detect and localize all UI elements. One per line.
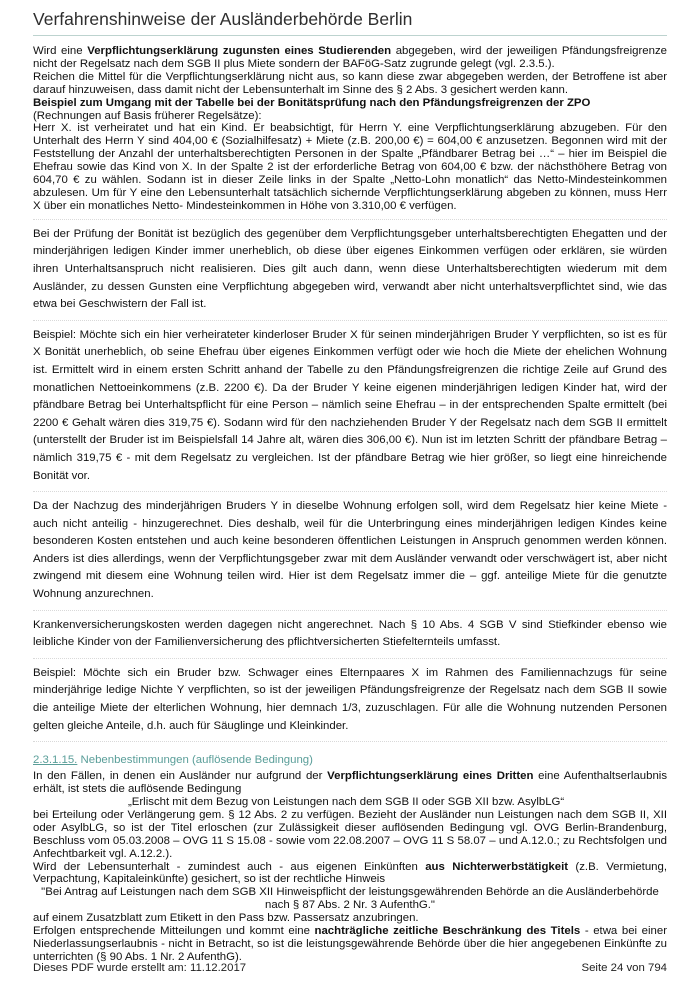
- paragraph-studierende: [33, 45, 667, 71]
- quote-condition: „Erlischt mit dem Bezug von Leistungen nach dem SGB II oder SGB XII bzw. AsylbLG“: [128, 796, 565, 809]
- separator: [33, 658, 667, 659]
- text-run: Erfolgen entsprechende Mitteilungen und kommt eine: [33, 925, 315, 938]
- bold-text-run: nachträgliche zeitliche Beschränkung des Titels: [314, 925, 581, 938]
- paragraph-beispiel-schwager: Beispiel: Möchte sich ein Bruder bzw. Schwager eines Elternpaares X im Rahmen des Familiennachzugs für seine minderjährige ledige Nichte Y verpflichten, so ist der jeweiligen Pfändungsfreigrenze der Regelsatz nach dem SGB II sowie die anteilige Miete der elterlichen Wohnung, hier demnach 1/3, zuzuschlagen. Für alle die Wohnung nutzenden Personen gelten gleiche Anteile, d.h. auch für Säuglinge und Kleinkinder.: [33, 666, 667, 732]
- paragraph-krankenversicherung: Krankenversicherungskosten werden dagegen nicht angerechnet. Nach § 10 Abs. 4 SGB V sind Stiefkinder ebenso wie leibliche Kinder von der Familienversicherung des pflichtversicherten Stiefelternteils umfasst.: [33, 618, 667, 649]
- text-run: - etwa bei einer Niederlassungserlaubnis - nicht in Betracht, so ist die leistungsgewährende Behörde über die hier angegebenen Einkünfte zu unterrichten (§ 90 Abs. 1 Nr. 2 AufenthG).: [33, 925, 667, 963]
- example-paragraph: Herr X. ist verheiratet und hat ein Kind. Er beabsichtigt, für Herrn Y. eine Verpflichtungserklärung abzugeben. Für den Unterhalt des Herrn Y sind 404,00 € (Sozialhilfesatz) + Miete (z.B. 200,00 €) = 604,00 € anzusetzen. Begonnen wird mit der Feststellung der Anzahl der unterhaltsberechtigten Personen in der Spalte „Pfändbarer Betrag bei …“ – hier im Beispiel die Ehefrau sowie das Kind von X. In der Spalte 2 ist der erforderliche Betrag von 604,00 € bzw. der nächsthöhere Betrag von 604,70 € zu wählen. Sodann ist in dieser Zeile links in der Spalte „Netto-Lohn monatlich“ das Netto-Mindesteinkommen abzulesen. Um für Y eine den Lebensunterhalt tatsächlich sichernde Verpflichtungserklärung abgeben zu können, muss Herr X über ein monatliches Netto- Mindesteinkommen in Höhe von 3.310,00 € verfügen.: [33, 122, 667, 212]
- separator: [33, 219, 667, 220]
- bold-text-run: Verpflichtungserklärung eines Dritten: [327, 770, 534, 783]
- text-run: Wird eine: [33, 45, 88, 57]
- section-number-link[interactable]: 2.3.1.15.: [33, 754, 78, 767]
- text-run: eine Aufenthaltserlaubnis erhält, ist stets die auflösende Bedingung: [33, 770, 668, 796]
- footer-created-date: Dieses PDF wurde erstellt am: 11.12.2017: [33, 962, 247, 974]
- page-footer: [33, 962, 667, 974]
- bold-text-run: Verpflichtungserklärung zugunsten eines Studierenden: [87, 45, 392, 57]
- footer-page-number: Seite 24 von 794: [581, 962, 667, 974]
- text-run: Wird der Lebensunterhalt - zumindest auch - aus eigenen Einkünften: [33, 860, 426, 873]
- section-heading[interactable]: [33, 753, 667, 767]
- section-paragraph-1: [33, 770, 667, 796]
- paragraph-mittel: Reichen die Mittel für die Verpflichtungserklärung nicht aus, so kann diese zwar abgegeben werden, der Betroffene ist aber darauf hinzuweisen, dass damit nicht der Lebensunterhalt im Sinne des § 2 Abs. 3 gesichert werden kann.: [33, 70, 667, 96]
- separator: [33, 320, 667, 321]
- paragraph-beispiel-bruder: Beispiel: Möchte sich ein hier verheirateter kinderloser Bruder X für seinen minderjährigen Bruder Y verpflichten, so ist es für X Bonität unerheblich, ob seine Ehefrau über eigenes Einkommen verfügt oder wie hoch die Miete der ehelichen Wohnung ist. Ermittelt wird in einem ersten Schritt anhand der Tabelle zu den Pfändungsfreigrenzen die richtige Zeile auf Grund des monatlichen Nettoeinkommens (z.B. 2200 €). Da der Bruder Y keine eigenen minderjährigen ledigen Kinder hat, wird der pfändbare Betrag bei Unterhaltspflicht für eine Person – nämlich seine Ehefrau – in der entsprechenden Spalte ermittelt (bei 2200 € Gehalt wären dies 319,75 €). Sodann wird für den nachziehenden Bruder Y der Regelsatz nach dem SGB II ermittelt (unterstellt der Bruder ist im Beispielsfall 14 Jahre alt, wären dies 306,00 €). Nun ist im letzten Schritt der pfändbare Betrag – nämlich 319,75 € - mit dem Regelsatz zu vergleichen. Ist der pfändbare Betrag wie hier größer, so liegt eine hinreichende Bonität vor.: [33, 328, 667, 482]
- quote-hinweis: "Bei Antrag auf Leistungen nach dem SGB XII Hinweispflicht der leistungsgewährenden Behörde an die Ausländerbehörde nach § 87 Abs. 2 Nr. 3 AufenthG.": [41, 886, 659, 912]
- bold-heading: Beispiel zum Umgang mit der Tabelle bei der Bonitätsprüfung nach den Pfändungsfreigrenzen der ZPO: [33, 96, 591, 109]
- example-heading: [33, 97, 667, 110]
- example-subheading: (Rechnungen auf Basis früherer Regelsätze):: [33, 109, 262, 122]
- paragraph-nachzug: Da der Nachzug des minderjährigen Bruders Y in dieselbe Wohnung erfolgen soll, wird dem Regelsatz hier keine Miete - auch nicht anteilig - hinzugerechnet. Dies deshalb, weil für die Unterbringung eines minderjährigen ledigen Kindes keine besonderen Kosten entstehen und auch keine besonderen öffentlichen Leistungen in Anspruch genommen werden können. Anders ist dies allerdings, wenn der Verpflichtungsgeber zwar mit dem Ausländer verwandt oder verschwägert ist, aber nicht zwingend mit diesem eine Wohnung teilen wird. Hier ist dem Regelsatz immer die – ggf. anteilige Miete für die genutzte Wohnung anzurechnen.: [33, 500, 667, 601]
- text-run: abgegeben, wird der jeweiligen Pfändungsfreigrenze nicht der Regelsatz nach dem SGB II plus Miete sondern der BAFöG-Satz zugrunde gelegt (vgl. 2.3.5.).: [33, 45, 667, 70]
- section-title: Nebenbestimmungen (auflösende Bedingung): [77, 754, 313, 767]
- text-run: (z.B. Vermietung, Verpachtung, Kapitaleinkünfte) gesichert, so ist der rechtliche Hinweis: [33, 860, 668, 886]
- bold-text-run: aus Nichterwerbstätigkeit: [425, 860, 569, 873]
- section-paragraph-4: auf einem Zusatzblatt zum Etikett in den Pass bzw. Passersatz anzubringen.: [33, 912, 419, 925]
- section-paragraph-2: bei Erteilung oder Verlängerung gem. § 12 Abs. 2 zu verfügen. Bezieht der Ausländer nun Leistungen nach dem SGB II, XII oder AsylbLG, so ist der Titel erloschen (zur Zulässigkeit dieser auflösenden Bedingung vgl. OVG Berlin-Brandenburg, Beschluss vom 05.03.2008 – OVG 11 S 15.08 - sowie vom 22.08.2007 – OVG 11 S 58.07 – und A.12.0.; zu Rechtsfolgen und Anfechtbarkeit vgl. A.12.2.).: [33, 808, 667, 860]
- paragraph-bonitaet: Bei der Prüfung der Bonität ist bezüglich des gegenüber dem Verpflichtungsgeber unterhaltsberechtigten Ehegatten und der minderjährigen ledigen Kinder immer unerheblich, ob diese über eigenes Einkommen verfügen oder erklären, sie würden ihren Unterhaltsanspruch nicht realisieren. Dies gilt auch dann, wenn diese Unterhaltsberechtigten wiederum mit dem Ausländer, zu dessen Gunsten eine Verpflichtung abgegeben wird, verwandt aber nicht unterhaltsverpflichtet sind, wie das etwa bei Geschwistern der Fall ist.: [33, 227, 667, 311]
- section-paragraph-3: [33, 861, 667, 887]
- text-run: In den Fällen, in denen ein Ausländer nur aufgrund der: [33, 770, 328, 783]
- separator: [33, 491, 667, 492]
- separator: [33, 741, 667, 742]
- document-page: [33, 8, 667, 964]
- page-title: Verfahrenshinweise der Ausländerbehörde Berlin: [33, 8, 667, 36]
- separator: [33, 610, 667, 611]
- section-paragraph-5: [33, 925, 667, 964]
